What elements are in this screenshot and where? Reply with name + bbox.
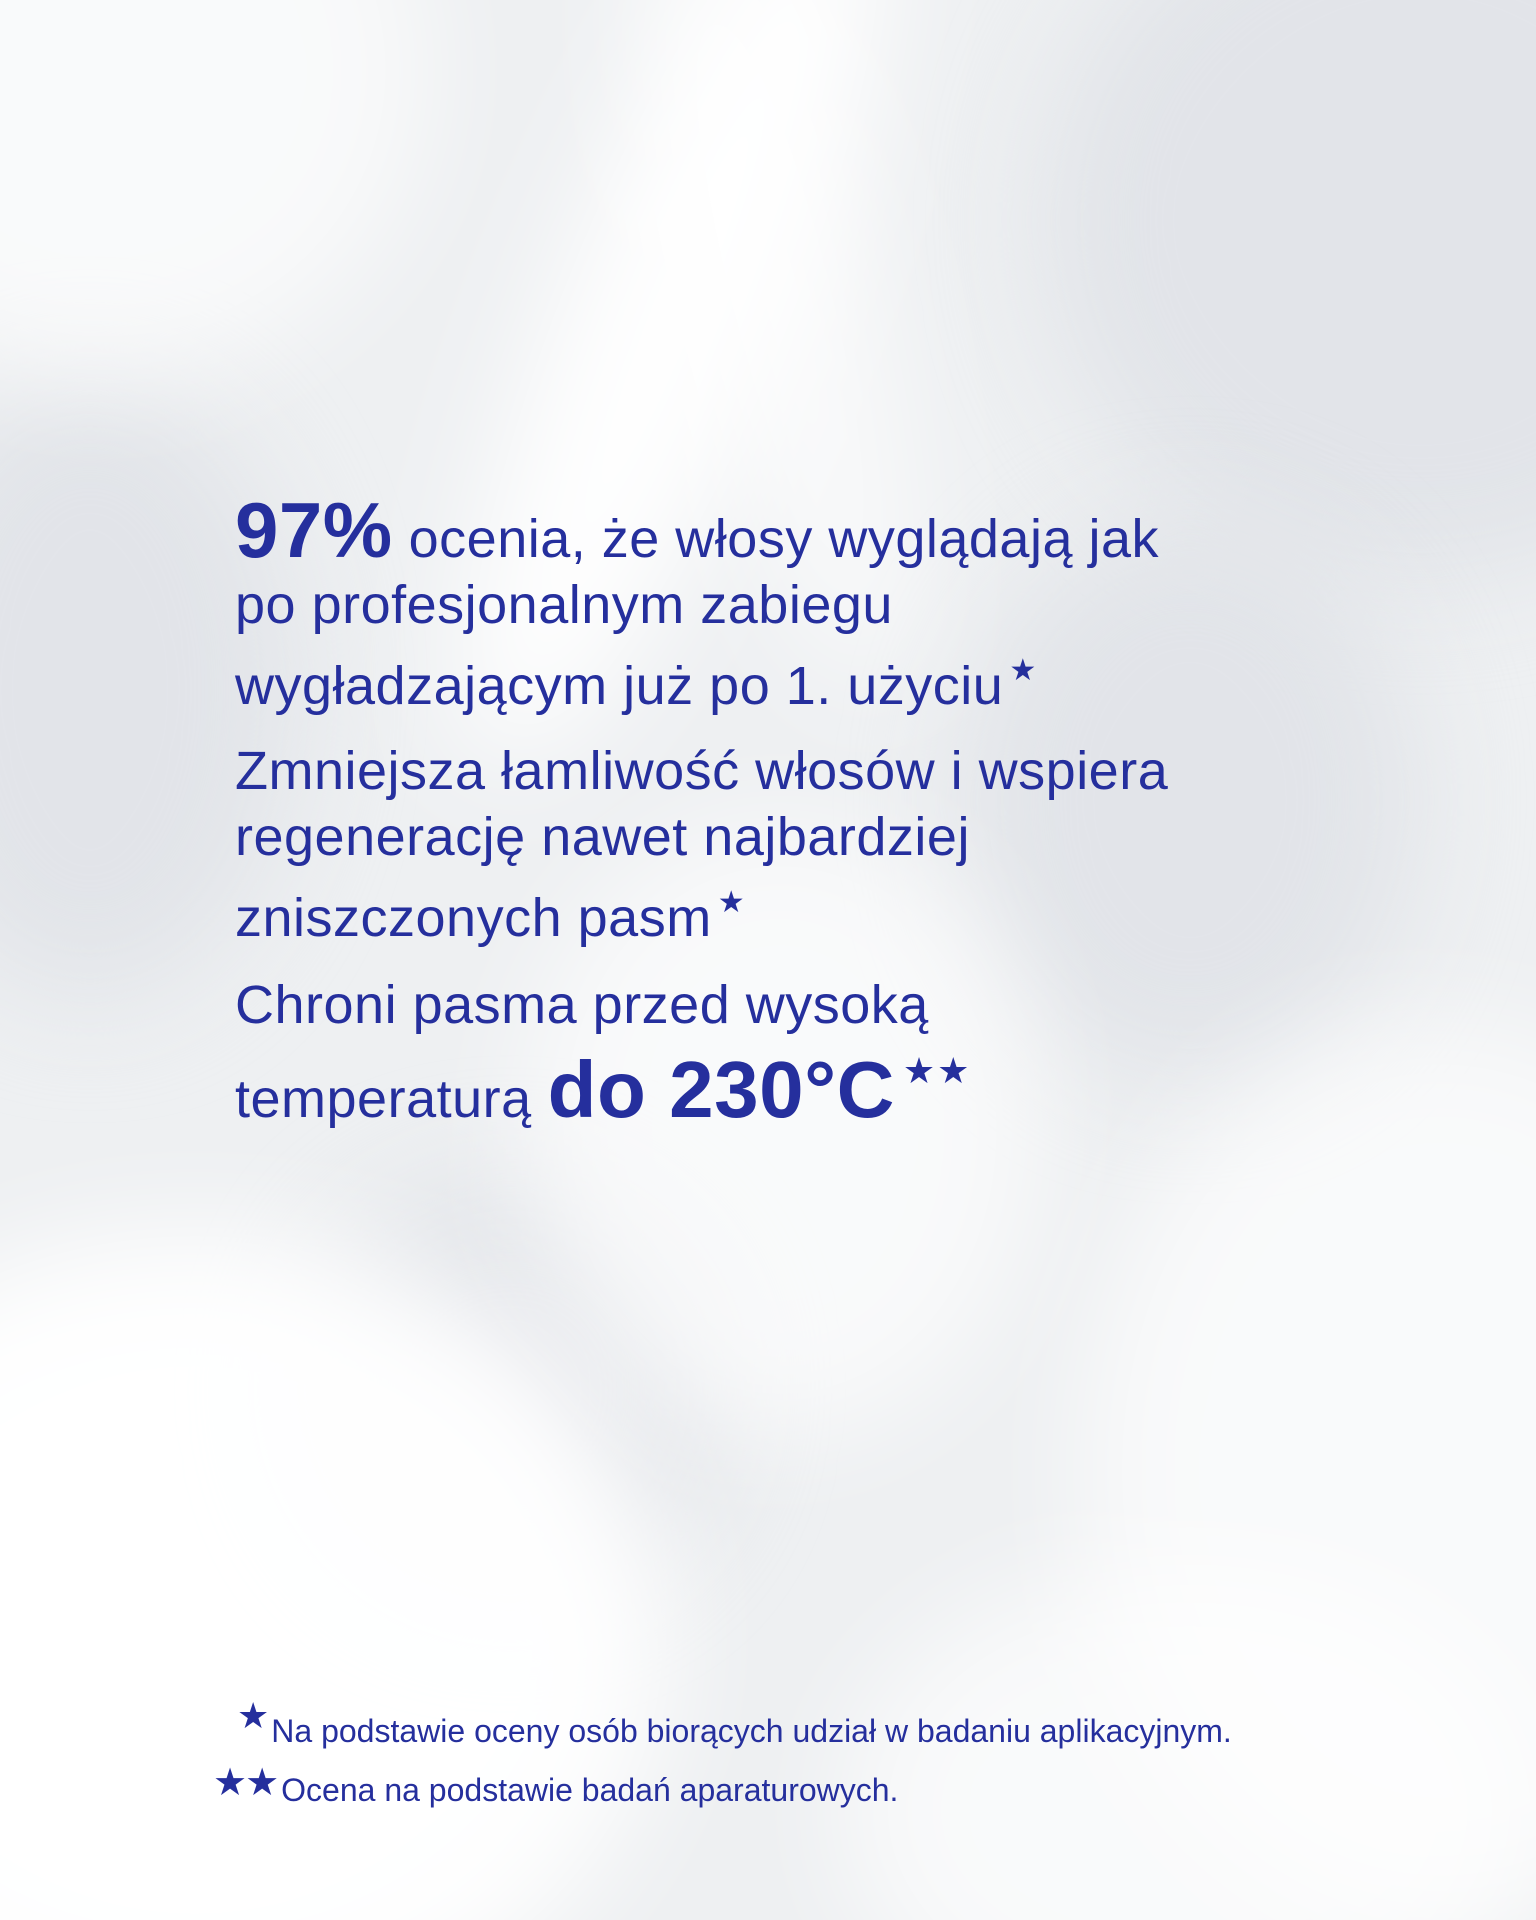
footnote1-text: Na podstawie oceny osób biorących udział w badaniu aplikacyjnym. [271, 1713, 1232, 1749]
claim3-line2-text: temperaturą [235, 1069, 532, 1129]
claim3-line2 [235, 1038, 971, 1132]
footnotes-section [213, 1693, 1232, 1819]
footnote-star-icon: ★ [717, 886, 746, 919]
footnote-star-icon: ★ [1009, 654, 1038, 687]
footnote-application-study [237, 1693, 1232, 1754]
double-star-marker-icon: ★★ [213, 1762, 278, 1804]
claim1-line3-text: wygładzającym już po 1. użyciu [235, 656, 1004, 716]
claim1-line1 [235, 486, 1160, 574]
double-footnote-star-icon: ★★ [902, 1050, 972, 1091]
star-marker-icon: ★ [237, 1695, 270, 1736]
claim2-line3 [235, 870, 1168, 951]
claim1-percentage: 97% [235, 486, 393, 574]
claim2-line1: Zmniejsza łamliwość włosów i wspiera [235, 741, 1169, 801]
claim1-line3 [235, 638, 1159, 719]
claim3-line1: Chroni pasma przed wysoką [235, 975, 929, 1035]
claim-professional-treatment [235, 486, 1160, 719]
claim1-line1-text: ocenia, że włosy wyglądają jak [408, 509, 1160, 569]
claim2-line2: regenerację nawet najbardziej [235, 807, 970, 867]
claim1-line2: po profesjonalnym zabiegu [235, 575, 893, 635]
footnote-instrumental-study [213, 1760, 1232, 1813]
cream-swirl [1040, 0, 1536, 580]
cream-swirl [0, 0, 430, 380]
claim-reduces-breakage [235, 738, 1168, 951]
claim2-line3-text: zniszczonych pasm [235, 888, 712, 948]
claim-heat-protection [235, 972, 971, 1132]
footnote2-text: Ocena na podstawie badań aparaturowych. [281, 1772, 899, 1808]
claim3-temperature: do 230°C [547, 1045, 895, 1134]
